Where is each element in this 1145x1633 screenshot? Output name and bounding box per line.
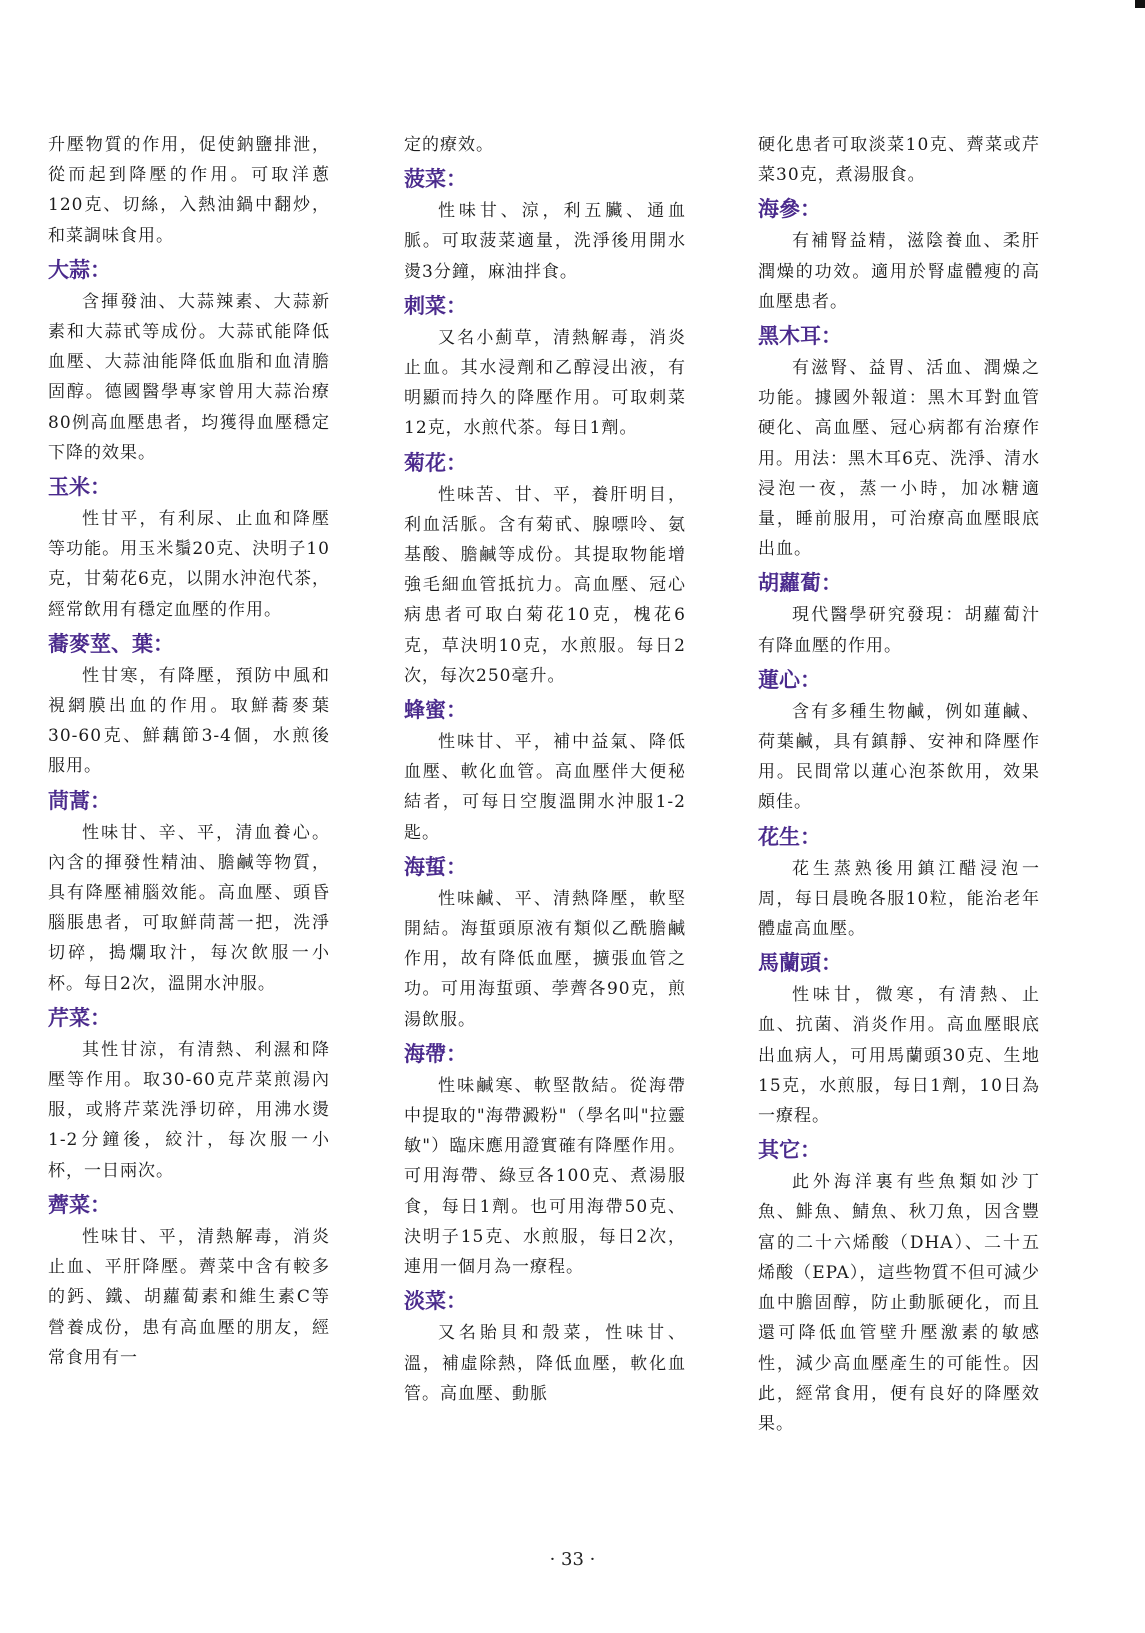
paragraph: 升壓物質的作用，促使鈉鹽排泄，從而起到降壓的作用。可取洋蔥120克、切絲，入熱油鍋中翻炒，和菜調味食用。 (48, 135, 330, 246)
section-heading: 茼蒿： (48, 788, 111, 813)
section-heading: 海參： (758, 197, 821, 222)
paragraph: 性味甘、辛、平，清血養心。內含的揮發性精油、膽鹹等物質，具有降壓補腦效能。高血壓、頭昏腦脹患者，可取鮮茼蒿一把，洗淨切碎，搗爛取汁，每次飲服一小杯。每日2次，溫開水沖服。 (48, 822, 330, 994)
text-column-1 (48, 130, 330, 1373)
section-mussel (404, 1286, 686, 1409)
paragraph: 此外海洋裏有些魚類如沙丁魚、鯡魚、鯖魚、秋刀魚，因含豐富的二十六烯酸（DHA）、二十五烯酸（EPA），這些物質不但可減少血中膽固醇，防止動脈硬化，而且還可降低血管壁升壓激素的敏感性，減少高血壓產生的可能性。因此，經常食用，便有良好的降壓效果。 (758, 1172, 1040, 1434)
section-lotus-seed (758, 665, 1040, 818)
paragraph: 又名貽貝和殼菜，性味甘、溫，補虛除熱，降低血壓，軟化血管。高血壓、動脈 (404, 1323, 686, 1404)
section-heading: 海帶： (404, 1041, 467, 1066)
section-jellyfish (404, 852, 686, 1035)
section-heading: 蜂蜜： (404, 698, 467, 723)
paragraph: 性味鹹寒、軟堅散結。從海帶中提取的"海帶澱粉"（學名叫"拉靈敏"）臨床應用證實確有降壓作用。可用海帶、綠豆各100克、煮湯服食，每日1劑。也可用海帶50克、決明子15克、水煎服，每日2次，連用一個月為一療程。 (404, 1075, 686, 1278)
paragraph: 又名小薊草，清熱解毒，消炎止血。其水浸劑和乙醇浸出液，有明顯而持久的降壓作用。可取刺菜12克，水煎代茶。每日1劑。 (404, 327, 686, 439)
paragraph: 有滋腎、益胃、活血、潤燥之功能。據國外報道：黑木耳對血管硬化、高血壓、冠心病都有治療作用。用法：黑木耳6克、洗淨、清水浸泡一夜，蒸一小時，加冰糖適量，睡前服用，可治療高血壓眼底出血。 (758, 358, 1040, 560)
section-sea-cucumber (758, 194, 1040, 317)
paragraph: 花生蒸熟後用鎮江醋浸泡一周，每日晨晚各服10粒，能治老年體虛高血壓。 (758, 858, 1040, 940)
paragraph: 含揮發油、大蒜辣素、大蒜新素和大蒜甙等成份。大蒜甙能降低血壓、大蒜油能降低血脂和血清膽固醇。德國醫學專家曾用大蒜治療80例高血壓患者，均獲得血壓穩定下降的效果。 (48, 291, 330, 463)
text-column-3 (758, 130, 1040, 1439)
paragraph: 性味甘、涼，利五臟、通血脈。可取菠菜適量，洗淨後用開水燙3分鐘，麻油拌食。 (404, 201, 686, 282)
section-continued (404, 130, 686, 160)
paragraph: 含有多種生物鹹，例如蓮鹹、荷葉鹹，具有鎮靜、安神和降壓作用。民間常以蓮心泡茶飲用，效果頗佳。 (758, 701, 1040, 813)
section-heading: 其它： (758, 1138, 821, 1163)
section-spinach (404, 164, 686, 287)
section-heading: 蕎麥莖、葉： (48, 631, 174, 656)
section-heading: 淡菜： (404, 1289, 467, 1314)
section-heading: 刺菜： (404, 293, 467, 318)
section-heading: 海蜇： (404, 854, 467, 879)
section-heading: 蓮心： (758, 667, 821, 692)
section-others (758, 1135, 1040, 1439)
section-kelp (404, 1039, 686, 1282)
section-honey (404, 695, 686, 848)
section-malan-head (758, 948, 1040, 1131)
section-peanut (758, 822, 1040, 945)
section-heading: 黑木耳： (758, 324, 842, 349)
section-crown-daisy (48, 786, 330, 999)
page-number: · 33 · (549, 1549, 596, 1570)
paragraph: 性味苦、甘、平，養肝明目，利血活脈。含有菊甙、腺嘌呤、氨基酸、膽鹹等成份。其提取物能增強毛細血管抵抗力。高血壓、冠心病患者可取白菊花10克，槐花6克，草決明10克，水煎服。每日2次，每次250毫升。 (404, 484, 686, 686)
section-garlic (48, 255, 330, 468)
section-heading: 菠菜： (404, 167, 467, 192)
section-chrysanthemum (404, 448, 686, 691)
paragraph: 現代醫學研究發現：胡蘿蔔汁有降血壓的作用。 (758, 605, 1040, 656)
section-heading: 大蒜： (48, 257, 111, 282)
section-carrot (758, 568, 1040, 660)
section-heading: 馬蘭頭： (758, 951, 842, 976)
section-black-fungus (758, 321, 1040, 564)
section-corn (48, 472, 330, 625)
section-heading: 玉米： (48, 475, 111, 500)
paragraph: 性味甘、平，補中益氣、降低血壓、軟化血管。高血壓伴大便秘結者，可每日空腹溫開水沖服1-2匙。 (404, 732, 686, 843)
section-thistle (404, 291, 686, 444)
paragraph: 性味鹹、平、清熱降壓，軟堅開結。海蜇頭原液有類似乙酰膽鹹作用，故有降低血壓，擴張血管之功。可用海蜇頭、荸薺各90克，煎湯飲服。 (404, 888, 686, 1030)
section-celery (48, 1003, 330, 1186)
paragraph: 有補腎益精，滋陰養血、柔肝潤燥的功效。適用於腎虛體瘦的高血壓患者。 (758, 231, 1040, 312)
section-heading: 胡蘿蔔： (758, 571, 842, 596)
section-continued (758, 130, 1040, 190)
paragraph: 定的療效。 (404, 135, 494, 155)
paragraph: 性味甘、平，清熱解毒，消炎止血、平肝降壓。薺菜中含有較多的鈣、鐵、胡蘿蔔素和維生素C等營養成份，患有高血壓的朋友，經常食用有一 (48, 1226, 330, 1368)
section-heading: 花生： (758, 824, 821, 849)
section-heading: 菊花： (404, 450, 467, 475)
section-shepherds-purse (48, 1190, 330, 1373)
section-continued (48, 130, 330, 251)
paragraph: 硬化患者可取淡菜10克、薺菜或芹菜30克，煮湯服食。 (758, 135, 1040, 186)
section-heading: 薺菜： (48, 1192, 111, 1217)
paragraph: 其性甘涼，有清熱、利濕和降壓等作用。取30-60克芹菜煎湯內服，或將芹菜洗淨切碎，用沸水燙1-2分鐘後，絞汁，每次服一小杯，一日兩次。 (48, 1039, 330, 1181)
paragraph: 性甘寒，有降壓，預防中風和視網膜出血的作用。取鮮蕎麥葉30-60克、鮮藕節3-4個，水煎後服用。 (48, 665, 330, 777)
section-heading: 芹菜： (48, 1005, 111, 1030)
paragraph: 性味甘，微寒，有清熱、止血、抗菌、消炎作用。高血壓眼底出血病人，可用馬蘭頭30克、生地15克，水煎服，每日1劑，10日為一療程。 (758, 985, 1040, 1127)
section-buckwheat (48, 629, 330, 782)
text-column-2 (404, 130, 686, 1409)
scan-edge-mark (1135, 0, 1145, 8)
paragraph: 性甘平，有利尿、止血和降壓等功能。用玉米鬚20克、決明子10克，甘菊花6克，以開水沖泡代茶，經常飲用有穩定血壓的作用。 (48, 509, 330, 620)
